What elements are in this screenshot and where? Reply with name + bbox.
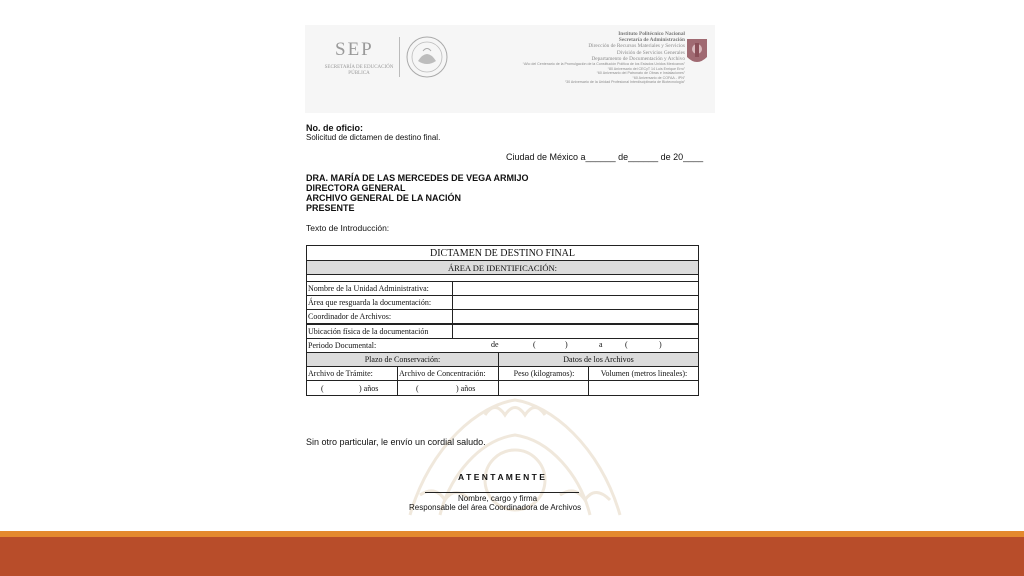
ipn-line: Dirección de Recursos Materiales y Servicios <box>588 43 685 50</box>
recipient-title: DIRECTORA GENERAL <box>306 183 406 193</box>
field-value-coordinador[interactable] <box>453 310 698 323</box>
ipn-small-line: “60 Aniversario del Patronato de Obras e Instalaciones” <box>596 71 685 76</box>
asunto-text: Solicitud de dictamen de destino final. <box>306 133 441 142</box>
table-row <box>307 339 698 353</box>
field-value-area[interactable] <box>453 296 698 309</box>
table-row <box>307 282 698 296</box>
concentracion-anos[interactable] <box>398 381 499 395</box>
national-seal-icon <box>405 35 449 79</box>
datos-heading: Datos de los Archivos <box>563 355 634 364</box>
plazo-heading: Plazo de Conservación: <box>307 353 499 366</box>
intro-text: Texto de Introducción: <box>306 223 390 233</box>
ipn-small-line: “80 Aniversario del CECyT 14 Luis Enrique Erro” <box>607 66 685 71</box>
field-label: Ubicación física de la documentación <box>307 325 453 338</box>
ipn-logo-icon <box>685 37 709 67</box>
table-section-heading <box>307 353 698 367</box>
letterhead <box>305 25 715 113</box>
sep-logo <box>313 39 393 89</box>
table-row <box>307 325 698 339</box>
periodo-paren: ) <box>565 340 568 349</box>
atentamente: A T E N T A M E N T E <box>458 472 545 482</box>
sep-logo-word: SEP <box>335 39 374 60</box>
table-row <box>307 381 698 395</box>
ipn-small-line: “60 Aniversario de COFAA - IPN” <box>632 75 685 80</box>
periodo-paren: ( <box>625 340 628 349</box>
volumen-value[interactable] <box>589 381 698 395</box>
ipn-line: División de Servicios Generales <box>616 49 685 56</box>
tramite-anos[interactable] <box>307 381 398 395</box>
ipn-small-line: “30 Aniversario de la Unidad Profesional Interdisciplinaria de Biotecnología” <box>564 80 685 85</box>
ipn-small-line: “Año del Centenario de la Promulgación de la Constitución Política de los Estados Unidos Mexicanos” <box>522 62 685 67</box>
signature-line <box>425 492 579 493</box>
place-date-line: Ciudad de México a______ de______ de 20____ <box>506 152 704 162</box>
ipn-line: Secretaría de Administración <box>618 37 685 44</box>
col-volumen: Volumen (metros lineales): <box>600 369 688 378</box>
periodo-paren: ) <box>659 340 662 349</box>
periodo-paren: ( <box>533 340 536 349</box>
recipient-institution: ARCHIVO GENERAL DE LA NACIÓN <box>306 193 462 203</box>
paren-open: ( <box>321 383 324 393</box>
oficio-label: No. de oficio: <box>306 123 363 133</box>
field-label: Coordinador de Archivos: <box>307 310 453 323</box>
ipn-line: Departamento de Documentación y Archivo <box>591 55 685 62</box>
sep-logo-subtitle: SECRETARÍA DE EDUCACIÓN PÚBLICA <box>324 65 394 76</box>
dictamen-table <box>306 245 699 396</box>
ipn-heading <box>523 31 685 85</box>
signature-caption: Nombre, cargo y firma <box>458 494 538 503</box>
col-archivo-tramite: Archivo de Trámite: <box>307 367 398 380</box>
header-divider <box>399 37 400 77</box>
field-label: Nombre de la Unidad Administrativa: <box>307 282 453 295</box>
col-peso: Peso (kilogramos): <box>499 367 589 380</box>
table-spacer <box>307 275 698 282</box>
table-title: DICTAMEN DE DESTINO FINAL <box>307 246 698 261</box>
field-label: Área que resguarda la documentación: <box>307 296 453 309</box>
periodo-de: de <box>491 340 499 349</box>
ipn-line: Instituto Politécnico Nacional <box>618 31 685 37</box>
footer-band <box>0 537 1024 576</box>
field-value-ubicacion[interactable] <box>453 325 698 338</box>
periodo-a: a <box>599 340 603 349</box>
field-value-unidad[interactable] <box>453 282 698 295</box>
field-value-periodo[interactable] <box>453 339 698 352</box>
anos-suffix: ) años <box>456 383 476 393</box>
table-area-heading: ÁREA DE IDENTIFICACIÓN: <box>307 261 698 275</box>
anos-suffix: ) años <box>359 383 379 393</box>
col-archivo-concentracion: Archivo de Concentración: <box>398 367 499 380</box>
table-row <box>307 310 698 325</box>
table-column-headers <box>307 367 698 381</box>
recipient-presente: PRESENTE <box>306 203 355 213</box>
responsible-caption: Responsable del área Coordinadora de Archivos <box>409 503 582 512</box>
recipient-name: DRA. MARÍA DE LAS MERCEDES DE VEGA ARMIJO <box>306 173 529 183</box>
peso-value[interactable] <box>499 381 589 395</box>
field-label: Periodo Documental: <box>308 341 377 350</box>
table-row <box>307 296 698 310</box>
closing-text: Sin otro particular, le envío un cordial saludo. <box>306 437 486 447</box>
paren-open: ( <box>416 383 419 393</box>
